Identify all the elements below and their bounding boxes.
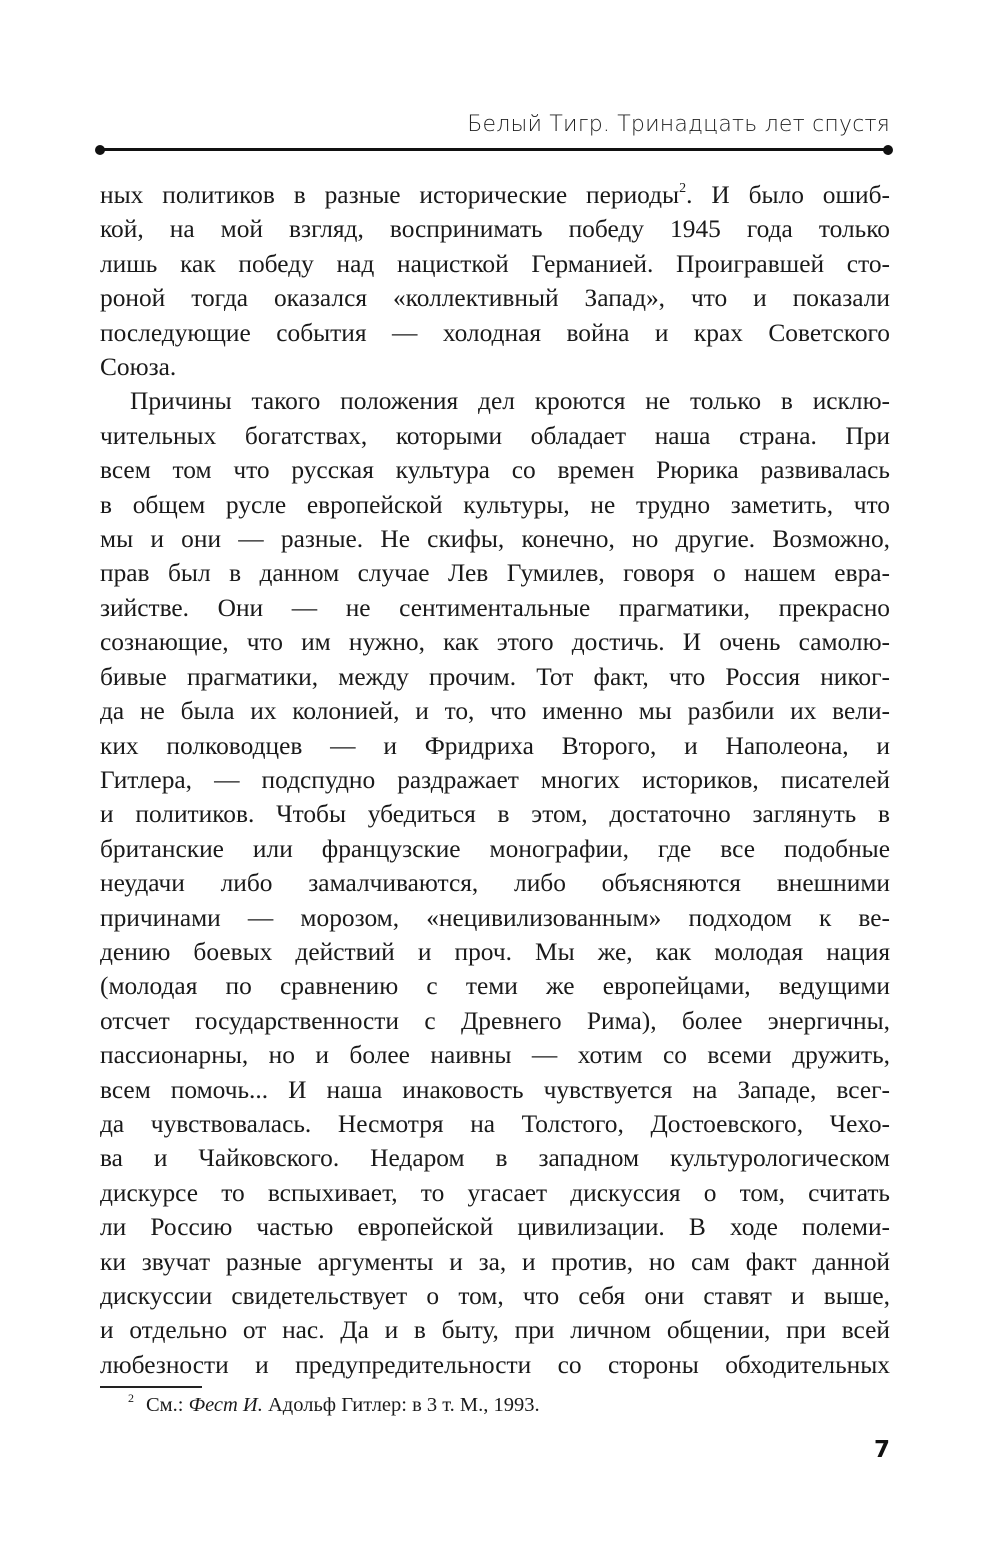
- text-line: зийстве. Они — не сентиментальные прагматики, прекрасно: [100, 593, 890, 622]
- header-rule: [100, 148, 888, 151]
- text-line: ки звучат разные аргументы и за, и против, но сам факт данной: [100, 1247, 890, 1276]
- text-line: дискуссии свидетельствует о том, что себя они ставят и выше,: [100, 1282, 890, 1310]
- footnote-prefix: См.:: [146, 1394, 189, 1416]
- text-line: неудачи либо замалчиваются, либо объясняются внешними: [100, 869, 890, 898]
- text-line: прав был в данном случае Лев Гумилев, говоря о нашем евра-: [100, 559, 890, 588]
- text-line: кой, на мой взгляд, воспринимать победу 1945 года только: [100, 215, 890, 244]
- text-line: причинами — морозом, «нецивилизованным» подходом к ве-: [100, 903, 890, 932]
- text-line: Союза.: [100, 353, 177, 382]
- page-number: 7: [873, 1437, 890, 1463]
- text-line: любезности и предупредительности со стороны обходительных: [100, 1350, 890, 1379]
- text-line: и отдельно от нас. Да и в быту, при личном общении, при всей: [100, 1316, 890, 1345]
- text-line: в общем русле европейской культуры, не трудно заметить, что: [100, 490, 890, 519]
- text-line: ли Россию частью европейской цивилизации. В ходе полеми-: [100, 1213, 890, 1242]
- body-text: [100, 178, 890, 1382]
- text-line: (молодая по сравнению с теми же европейцами, ведущими: [100, 972, 890, 1001]
- text-line: Причины такого положения дел кроются не только в исклю-: [130, 387, 890, 416]
- rule-dot-left: [95, 145, 105, 155]
- text-line: бивые прагматики, между прочим. Тот факт, что Россия никог-: [100, 662, 890, 691]
- text-line: дискурсе то вспыхивает, то угасает дискуссия о том, считать: [100, 1178, 890, 1207]
- footnote-rule: [100, 1386, 202, 1388]
- footnote-reference[interactable]: 2: [679, 181, 687, 196]
- text-line: и политиков. Чтобы убедиться в этом, достаточно заглянуть в: [100, 800, 890, 829]
- text-line: дению боевых действий и проч. Мы же, как молодая нация: [100, 937, 890, 966]
- footnote: [128, 1391, 540, 1417]
- rule-dot-right: [883, 145, 893, 155]
- text-line: да чувствовалась. Несмотря на Толстого, Достоевского, Чехо-: [100, 1109, 890, 1138]
- text-line: сознающие, что им нужно, как этого достичь. И очень самолю-: [100, 628, 890, 657]
- text-line: роной тогда оказался «коллективный Запад», что и показали: [100, 284, 890, 313]
- text-line: ных политиков в разные исторические периоды$^2$. И было ошиб-: [100, 181, 890, 209]
- text-line: британские или французские монографии, где все подобные: [100, 834, 890, 863]
- text-line: ких полководцев — и Фридриха Второго, и Наполеона, и: [100, 731, 890, 760]
- text-line: всем том что русская культура со времен Рюрика развивалась: [100, 456, 890, 485]
- text-line: ва и Чайковского. Недаром в западном культурологическом: [100, 1144, 890, 1173]
- text-line: последующие события — холодная война и крах Советского: [100, 318, 890, 347]
- footnote-citation: Адольф Гитлер: в 3 т. М., 1993.: [262, 1394, 540, 1416]
- text-line: отсчет государственности с Древнего Рима), более энергичны,: [100, 1006, 890, 1035]
- text-line: мы и они — разные. Не скифы, конечно, но другие. Возможно,: [100, 525, 890, 554]
- text-line: да не была их колонией, и то, что именно мы разбили их вели-: [100, 697, 890, 726]
- footnote-marker: 2: [128, 1391, 134, 1405]
- footnote-author: Фест И.: [188, 1394, 263, 1416]
- running-title: Белый Тигр. Тринадцать лет спустя: [467, 112, 890, 137]
- text-line: всем помочь... И наша инаковость чувствуется на Западе, всег-: [100, 1075, 890, 1104]
- text-line: Гитлера, — подспудно раздражает многих историков, писателей: [100, 765, 890, 794]
- text-line: лишь как победу над нацисткой Германией. Проигравшей сто-: [100, 249, 890, 278]
- text-line: пассионарны, но и более наивны — хотим со всеми дружить,: [100, 1041, 890, 1070]
- text-line: чительных богатствах, которыми обладает наша страна. При: [100, 421, 890, 450]
